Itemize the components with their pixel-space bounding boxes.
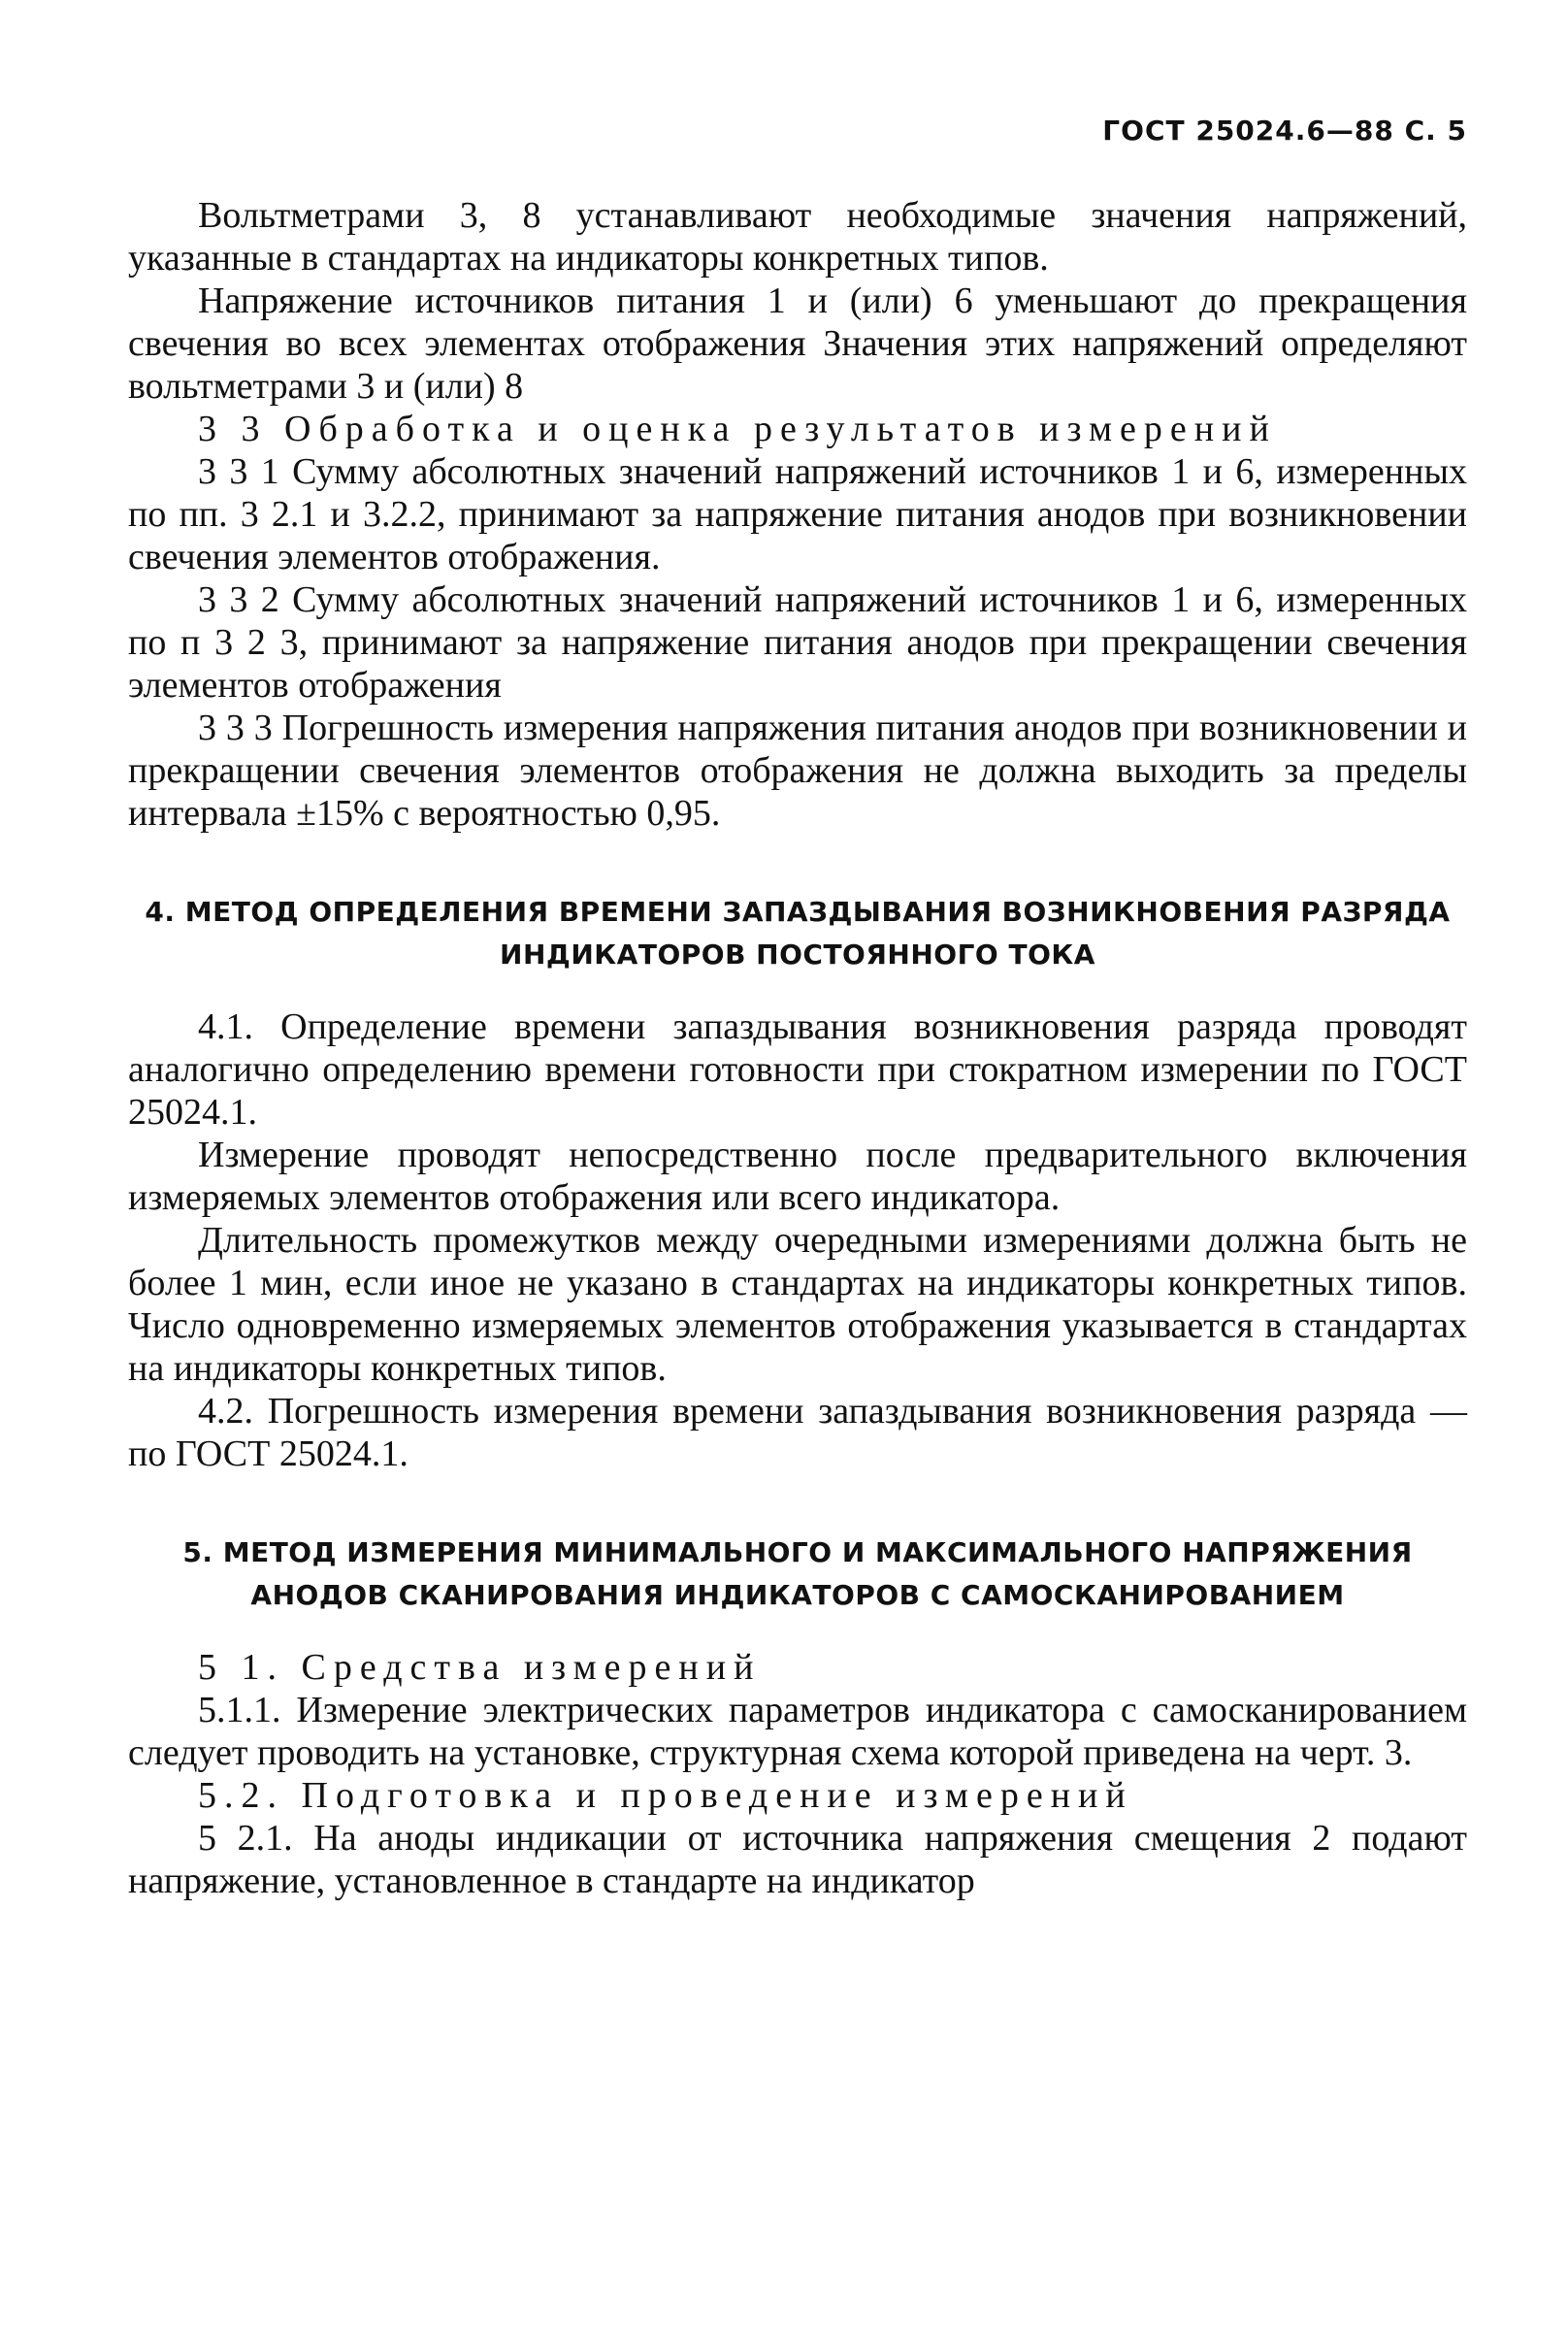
section-5-2-title: 5.2. Подготовка и проведение измерений [198, 1775, 1133, 1816]
paragraph-5-2-1: 5 2.1. На аноды индикации от источника напряжения смещения 2 подают напряжение, установленное в стандарте на индикатор [128, 1818, 1467, 1901]
paragraph-4-1-duration: Длительность промежутков между очередными измерениями должна быть не более 1 мин, если иное не указано в стандартах на индикаторы конкретных типов. Число одновременно измеряемых элементов отображения указывается в стандартах на индикаторы конкретных типов. [128, 1220, 1467, 1389]
section-5-heading: 5. МЕТОД ИЗМЕРЕНИЯ МИНИМАЛЬНОГО И МАКСИМАЛЬНОГО НАПРЯЖЕНИЯ АНОДОВ СКАНИРОВАНИЯ ИНДИКАТОРОВ С САМОСКАНИРОВАНИЕМ [182, 1536, 1413, 1611]
section-4-heading: 4. МЕТОД ОПРЕДЕЛЕНИЯ ВРЕМЕНИ ЗАПАЗДЫВАНИЯ ВОЗНИКНОВЕНИЯ РАЗРЯДА ИНДИКАТОРОВ ПОСТОЯННОГО ТОКА [145, 896, 1451, 971]
spacer [128, 1617, 1467, 1646]
spacer [128, 835, 1467, 891]
paragraph-4-2: 4.2. Погрешность измерения времени запаздывания возникновения разряда — по ГОСТ 25024.1. [128, 1391, 1467, 1474]
document-body [128, 194, 1467, 1902]
section-5-1-title: 5 1. Средства измерений [198, 1647, 762, 1688]
spacer [128, 1475, 1467, 1531]
spacer [128, 976, 1467, 1005]
paragraph-5-1-1: 5.1.1. Измерение электрических параметров индикатора с самосканированием следует проводить на установке, структурная схема которой приведена на черт. 3. [128, 1690, 1467, 1773]
document-page [128, 0, 1467, 2338]
paragraph-4-1-measurement: Измерение проводят непосредственно после предварительного включения измеряемых элементов отображения или всего индикатора. [128, 1135, 1467, 1218]
paragraph-4-1: 4.1. Определение времени запаздывания возникновения разряда проводят аналогично определению времени готовности при стократном измерении по ГОСТ 25024.1. [128, 1006, 1467, 1133]
section-3-3-title: 3 3 Обработка и оценка результатов измерений [198, 409, 1277, 449]
paragraph-voltmeters: Вольтметрами 3, 8 устанавливают необходимые значения напряжений, указанные в стандартах на индикаторы конкретных типов. [128, 195, 1467, 279]
paragraph-3-3-1: 3 3 1 Сумму абсолютных значений напряжений источников 1 и 6, измеренных по пп. 3 2.1 и 3.2.2, принимают за напряжение питания анодов при возникновении свечения элементов отображения. [128, 451, 1467, 577]
page-header: ГОСТ 25024.6—88 С. 5 [1102, 115, 1467, 147]
paragraph-3-3-2: 3 3 2 Сумму абсолютных значений напряжений источников 1 и 6, измеренных по п 3 2 3, принимают за напряжение питания анодов при прекращении свечения элементов отображения [128, 579, 1467, 706]
paragraph-supply-voltage: Напряжение источников питания 1 и (или) 6 уменьшают до прекращения свечения во всех элементах отображения Значения этих напряжений определяют вольтметрами 3 и (или) 8 [128, 280, 1467, 407]
paragraph-3-3-3: 3 3 3 Погрешность измерения напряжения питания анодов при возникновении и прекращении свечения элементов отображения не должна выходить за пределы интервала ±15% с вероятностью 0,95. [128, 708, 1467, 834]
